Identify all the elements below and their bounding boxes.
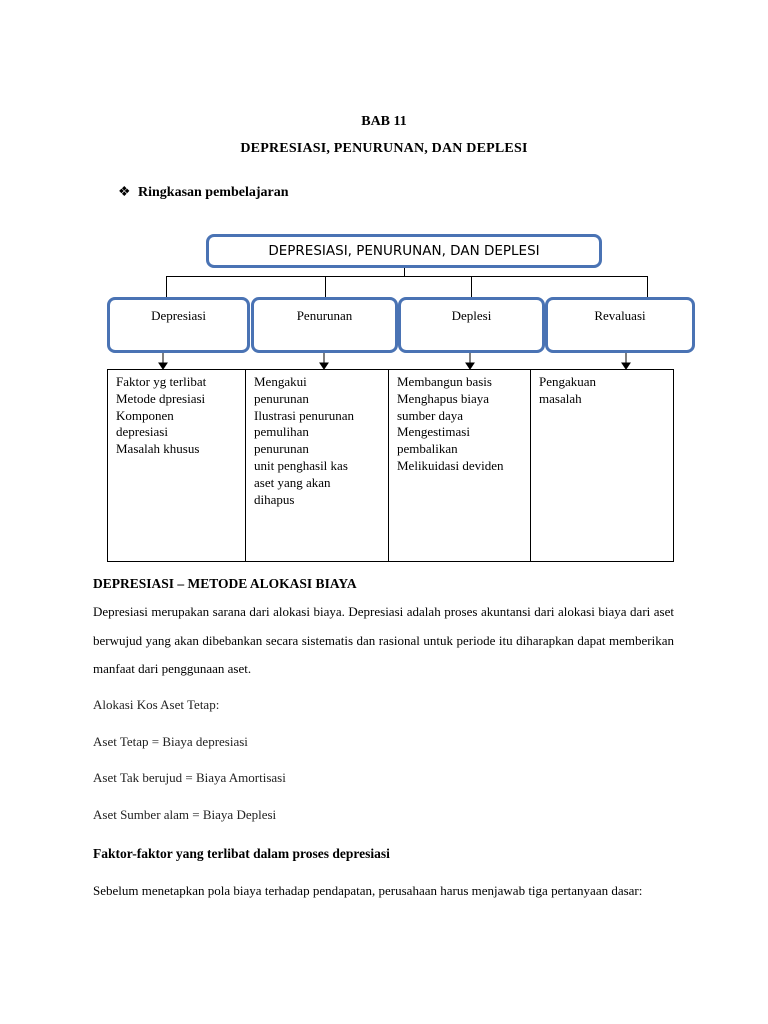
detail-item: Ilustrasi penurunan [254, 407, 355, 423]
allocation-title: Alokasi Kos Aset Tetap: [93, 697, 220, 712]
detail-item: Membangun basis [397, 374, 492, 389]
detail-revaluasi [531, 370, 674, 562]
detail-item: Komponen [116, 407, 174, 423]
detail-item: Melikuidasi deviden [397, 457, 504, 473]
diagram-root-box: DEPRESIASI, PENURUNAN, DAN DEPLESI [206, 234, 602, 268]
detail-item: penurunan [254, 441, 309, 457]
detail-item: dihapus [254, 491, 295, 507]
section-heading-depresiasi: DEPRESIASI – METODE ALOKASI BIAYA [93, 576, 357, 591]
allocation-item: Aset Tak berujud = Biaya Amortisasi [93, 770, 286, 785]
detail-item: Mengakui [254, 374, 307, 389]
detail-item: masalah [539, 390, 582, 406]
detail-item: Faktor yg terlibat [116, 374, 207, 389]
detail-item: pemulihan [254, 424, 309, 440]
allocation-item: Aset Sumber alam = Biaya Deplesi [93, 807, 277, 822]
detail-item: Pengakuan [539, 374, 597, 389]
section-paragraph-depresiasi: Depresiasi merupakan sarana dari alokasi biaya. Depresiasi adalah proses akuntansi dari alokasi biaya dari aset berwujud yang akan dibebankan secara sistematis dan rasional untuk periode itu diharapkan dapat memberikan manfaat dari penggunaan aset. [93, 604, 674, 676]
detail-item: penurunan [254, 390, 309, 406]
diamond-bullet-icon: ❖ [118, 185, 131, 200]
summary-label: Ringkasan pembelajaran [138, 185, 289, 200]
detail-item: depresiasi [116, 424, 168, 440]
chapter-title: DEPRESIASI, PENURUNAN, DAN DEPLESI [240, 141, 528, 156]
node-revaluasi: Revaluasi [545, 297, 695, 353]
detail-item: Mengestimasi [397, 424, 470, 440]
detail-item: aset yang akan [254, 474, 331, 490]
detail-deplesi [389, 370, 531, 562]
node-depresiasi: Depresiasi [107, 297, 250, 353]
node-penurunan: Penurunan [251, 297, 398, 353]
detail-item: Menghapus biaya [397, 390, 490, 406]
chapter-number: BAB 11 [361, 114, 407, 129]
section-heading-faktor: Faktor-faktor yang terlibat dalam proses depresiasi [93, 846, 390, 861]
arrows-layer [0, 0, 768, 380]
allocation-item: Aset Tetap = Biaya depresiasi [93, 734, 248, 749]
detail-penurunan [246, 370, 389, 562]
diagram-detail-table [107, 369, 674, 562]
detail-item: Metode dpresiasi [116, 390, 206, 406]
detail-item: unit penghasil kas [254, 457, 348, 473]
detail-item: pembalikan [397, 441, 458, 457]
detail-item: Masalah khusus [116, 441, 200, 457]
detail-item: sumber daya [397, 407, 464, 423]
section-paragraph-faktor: Sebelum menetapkan pola biaya terhadap pendapatan, perusahaan harus menjawab tiga pertanyaan dasar: [93, 883, 643, 898]
node-deplesi: Deplesi [398, 297, 545, 353]
detail-depresiasi [108, 370, 246, 562]
